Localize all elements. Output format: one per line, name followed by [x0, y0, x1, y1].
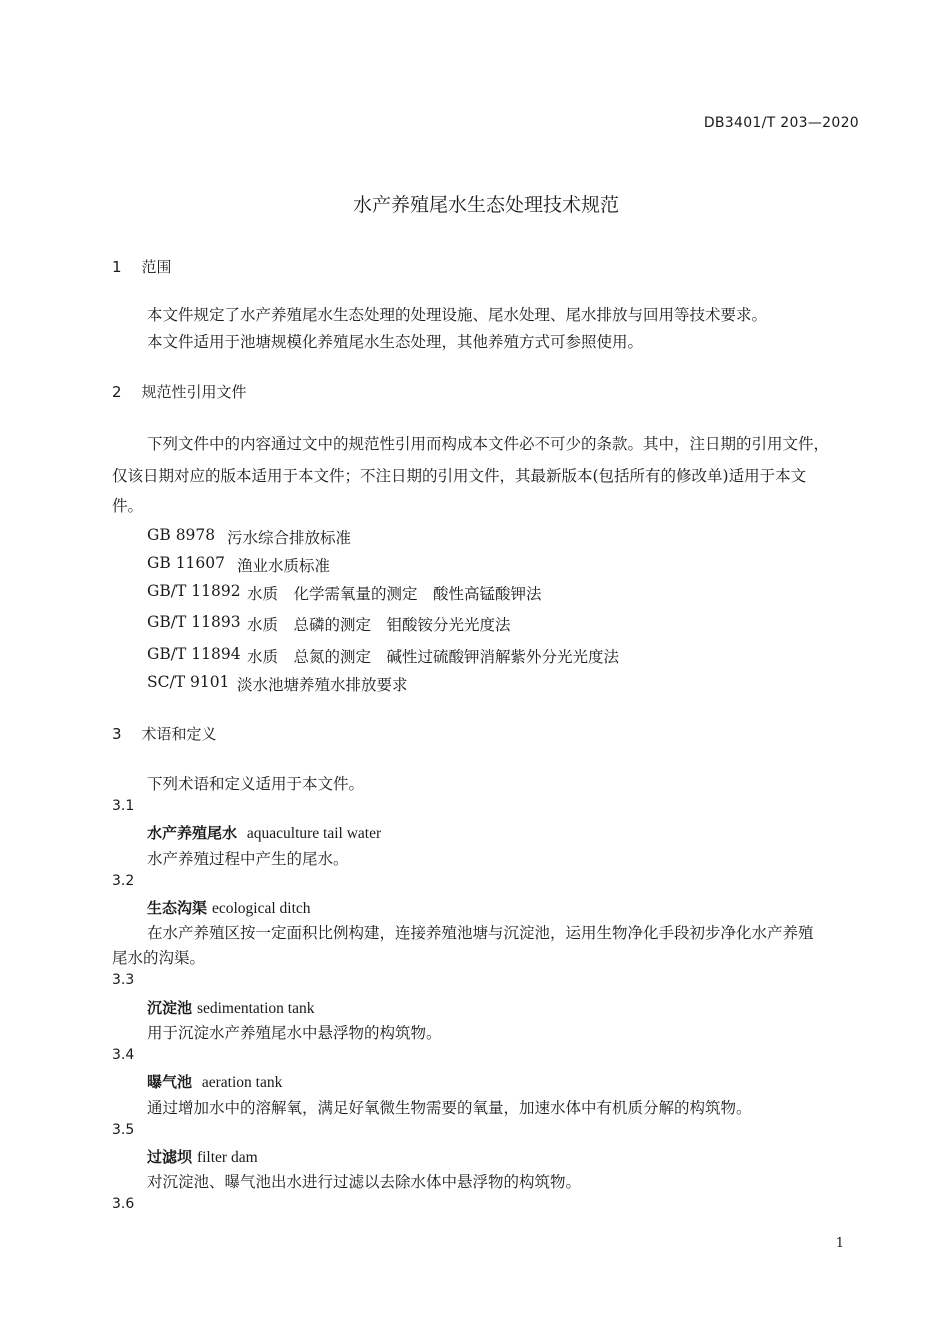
reference-item: [147, 554, 330, 576]
page-number: 1: [835, 1236, 844, 1251]
section-number: 2: [112, 383, 122, 401]
reference-code: GB/T 11893: [147, 613, 241, 631]
section-title: 范围: [141, 258, 172, 276]
term-zh: 沉淀池: [147, 999, 193, 1017]
section-title: 术语和定义: [141, 725, 217, 743]
reference-item: [147, 645, 619, 667]
reference-title: 水质 总氮的测定 碱性过硫酸钾消解紫外分光光度法: [247, 648, 620, 666]
reference-code: SC/T 9101: [147, 673, 230, 691]
terms-intro: 下列术语和定义适用于本文件。: [147, 775, 365, 793]
clause-number: 3.1: [112, 798, 135, 814]
reference-code: GB 8978: [147, 526, 216, 544]
clause-number: 3.6: [112, 1196, 135, 1212]
normative-intro-line-1: 下列文件中的内容通过文中的规范性引用而构成本文件必不可少的条款。其中，注日期的引用文件，: [147, 435, 830, 453]
term-definition: 通过增加水中的溶解氧，满足好氧微生物需要的氧量，加速水体中有机质分解的构筑物。: [147, 1099, 752, 1117]
document-number: DB3401/T 203—2020: [703, 115, 859, 131]
reference-code: GB/T 11894: [147, 645, 241, 663]
reference-title: 渔业水质标准: [237, 557, 331, 575]
reference-item: [147, 582, 542, 604]
reference-code: GB 11607: [147, 554, 226, 572]
reference-item: [147, 526, 351, 548]
term-definition-continued: 尾水的沟渠。: [112, 949, 206, 967]
term-zh: 水产养殖尾水: [147, 824, 238, 842]
term-entry: [147, 997, 314, 1018]
term-entry: [147, 1146, 258, 1167]
section-1-heading: [112, 256, 172, 277]
term-en: sedimentation tank: [196, 1000, 315, 1017]
reference-title: 水质 总磷的测定 钼酸铵分光光度法: [247, 616, 511, 634]
reference-title: 淡水池塘养殖水排放要求: [237, 676, 408, 694]
term-entry: [147, 1071, 282, 1092]
clause-number: 3.2: [112, 873, 135, 889]
section-title: 规范性引用文件: [141, 383, 247, 401]
section-number: 3: [112, 725, 122, 743]
page-title: 水产养殖尾水生态处理技术规范: [352, 194, 619, 216]
reference-item: [147, 613, 511, 635]
normative-intro-line-3: 件。: [112, 497, 144, 515]
term-zh: 曝气池: [147, 1073, 193, 1091]
scope-paragraph-2: 本文件适用于池塘规模化养殖尾水生态处理，其他养殖方式可参照使用。: [147, 333, 644, 351]
term-zh: 生态沟渠: [147, 899, 208, 917]
term-definition: 在水产养殖区按一定面积比例构建，连接养殖池塘与沉淀池，运用生物净化手段初步净化水产养殖: [147, 924, 814, 942]
clause-number: 3.3: [112, 972, 135, 988]
scope-paragraph-1: 本文件规定了水产养殖尾水生态处理的处理设施、尾水处理、尾水排放与回用等技术要求。: [147, 306, 768, 324]
section-number: 1: [112, 258, 122, 276]
term-en: aeration tank: [201, 1074, 283, 1091]
term-en: aquaculture tail water: [246, 825, 382, 842]
term-en: ecological ditch: [211, 900, 311, 917]
term-definition: 用于沉淀水产养殖尾水中悬浮物的构筑物。: [147, 1024, 442, 1042]
normative-intro-line-2: 仅该日期对应的版本适用于本文件；不注日期的引用文件，其最新版本(包括所有的修改单)适用于本文: [112, 467, 807, 485]
clause-number: 3.4: [112, 1047, 135, 1063]
term-definition: 水产养殖过程中产生的尾水。: [147, 850, 349, 868]
reference-code: GB/T 11892: [147, 582, 241, 600]
reference-item: [147, 673, 408, 695]
term-definition: 对沉淀池、曝气池出水进行过滤以去除水体中悬浮物的构筑物。: [147, 1173, 582, 1191]
section-2-heading: [112, 381, 247, 402]
clause-number: 3.5: [112, 1122, 135, 1138]
term-entry: [147, 822, 381, 843]
section-3-heading: [112, 723, 217, 744]
reference-title: 水质 化学需氧量的测定 酸性高锰酸钾法: [247, 585, 542, 603]
reference-title: 污水综合排放标准: [227, 529, 352, 547]
term-entry: [147, 897, 311, 918]
term-en: filter dam: [196, 1149, 258, 1166]
term-zh: 过滤坝: [147, 1148, 193, 1166]
